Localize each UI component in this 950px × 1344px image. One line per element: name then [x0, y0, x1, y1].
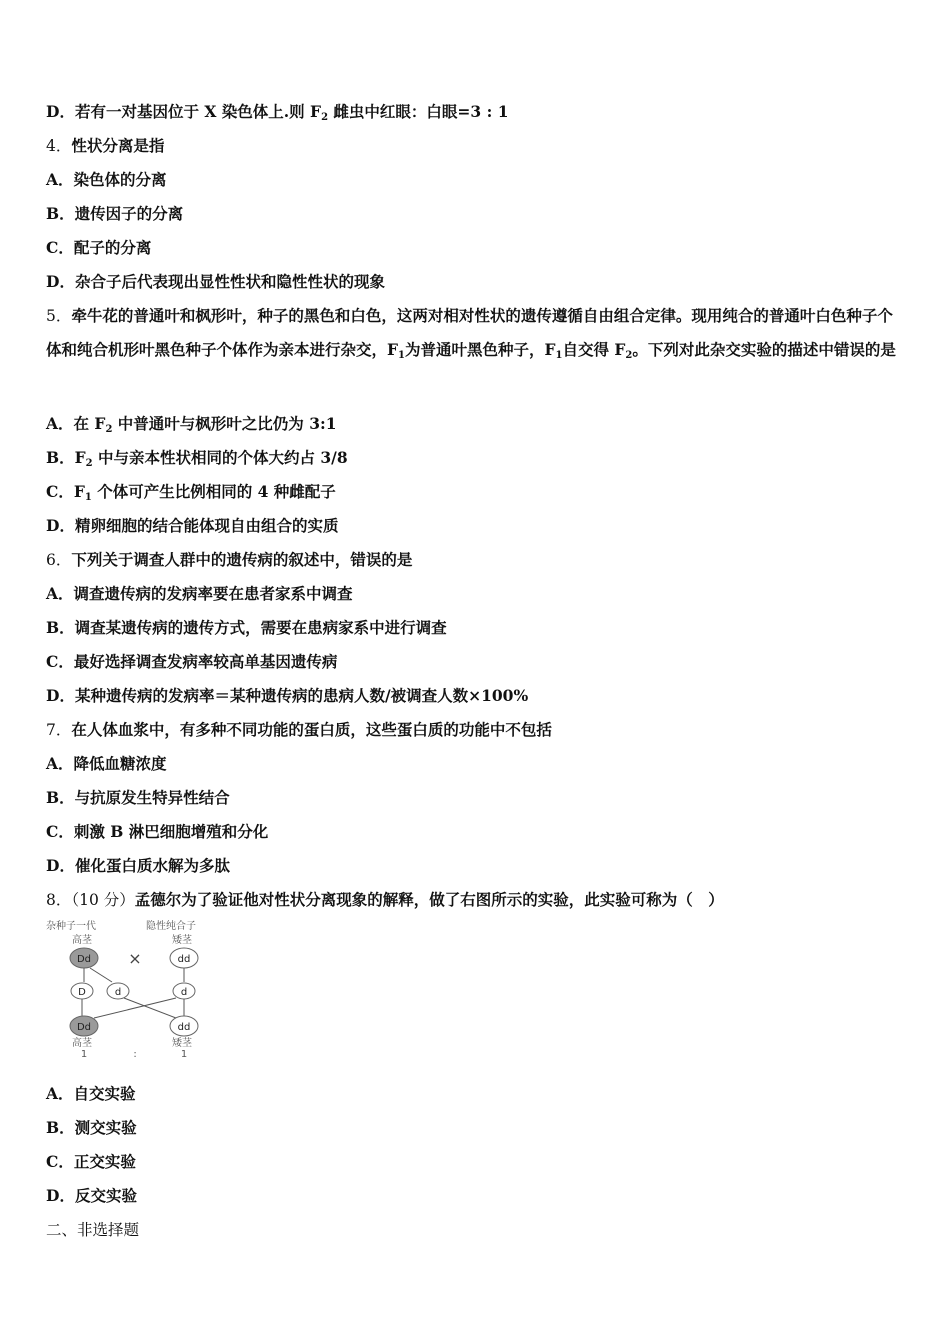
q7-option-b: B．与抗原发生特异性结合: [46, 788, 230, 807]
offspring1-genotype: Dd: [76, 1022, 92, 1033]
q7-number: 7．: [46, 721, 72, 739]
arrow-d1-offspring2: [124, 998, 176, 1018]
q3-option-d: D．若有一对基因位于 X 染色体上.则 $F_2$ 雌虫中红眼：白眼=3 : 1: [46, 102, 509, 123]
q4-option-b: B．遗传因子的分离: [46, 204, 184, 223]
testcross-diagram: [44, 918, 230, 1058]
q6-option-a: A．调查遗传病的发病率要在患者家系中调查: [46, 584, 353, 603]
q5-option-d: D．精卵细胞的结合能体现自由组合的实质: [46, 516, 339, 535]
q5-option-a: A．在 $F_2$ 中普通叶与枫形叶之比仍为 3:1: [46, 414, 337, 435]
q5-number: 5．: [46, 307, 72, 325]
q7-stem-text: 在人体血浆中，有多种不同功能的蛋白质，这些蛋白质的功能中不包括: [71, 720, 552, 739]
q5-stem: 5．牵牛花的普通叶和枫形叶，种子的黑色和白色，这两对相对性状的遗传遵循自由组合定律。现用纯合的普通叶白色种子个体和纯合机形叶黑色种子个体作为亲本进行杂交，$F_1$为普通叶黑色种子，$F_1$自交得 $F_2$。下列对此杂交实验的描述中错误的是: [46, 306, 896, 361]
cross-symbol: ×: [128, 949, 142, 968]
q8-option-d: D．反交实验: [46, 1186, 137, 1205]
q8-stem: [46, 890, 724, 910]
arrow-d2-offspring1: [94, 998, 176, 1018]
q4-option-a: A．染色体的分离: [46, 170, 167, 189]
q7-option-c: C．刺激 B 淋巴细胞增殖和分化: [46, 822, 269, 841]
parent-dwarf-label: 矮茎: [172, 935, 192, 946]
q5-option-b: B．$F_2$ 中与亲本性状相同的个体大约占 3/8: [46, 448, 348, 469]
q4-stem-text: 性状分离是指: [71, 136, 165, 155]
q4-option-c: C．配子的分离: [46, 238, 152, 257]
q7-stem: [46, 720, 552, 740]
q4-stem: [46, 136, 164, 156]
arrow-p1-d: [90, 968, 112, 982]
q4-number: 4．: [46, 137, 72, 155]
offspring-tall-label: 高茎: [72, 1038, 92, 1049]
q6-option-d: D．某种遗传病的发病率＝某种遗传病的患病人数/被调查人数×100%: [46, 686, 529, 705]
q8-option-b: B．测交实验: [46, 1118, 137, 1137]
parent1-genotype: Dd: [76, 954, 92, 965]
q8-stem-text: 孟德尔为了验证他对性状分离现象的解释，做了右图所示的实验，此实验可称为（ ）: [134, 890, 724, 909]
q6-number: 6．: [46, 551, 72, 569]
q6-option-c: C．最好选择调查发病率较高单基因遗传病: [46, 652, 338, 671]
q6-stem: [46, 550, 412, 570]
q5-option-c: C．$F_1$ 个体可产生比例相同的 4 种雌配子: [46, 482, 336, 503]
q8-option-c: C．正交实验: [46, 1152, 136, 1171]
q7-option-d: D．催化蛋白质水解为多肽: [46, 856, 230, 875]
gamete-d1: d: [114, 987, 122, 998]
section-heading: 二、非选择题: [46, 1221, 140, 1239]
recessive-label: 隐性纯合子: [146, 921, 196, 932]
q8-option-a: A．自交实验: [46, 1084, 136, 1103]
ratio-separator: :: [133, 1049, 137, 1058]
q6-option-b: B．调查某遗传病的遗传方式，需要在患病家系中进行调查: [46, 618, 447, 637]
offspring2-genotype: dd: [177, 1022, 191, 1033]
offspring-dwarf-label: 矮茎: [172, 1038, 192, 1049]
ratio-right: 1: [180, 1049, 188, 1058]
q7-option-a: A．降低血糖浓度: [46, 754, 167, 773]
gamete-d2: d: [180, 987, 188, 998]
q4-option-d: D．杂合子后代表现出显性性状和隐性性状的现象: [46, 272, 385, 291]
q6-stem-text: 下列关于调查人群中的遗传病的叙述中，错误的是: [71, 550, 413, 569]
gamete-D: D: [78, 987, 86, 998]
parent2-genotype: dd: [177, 954, 191, 965]
ratio-left: 1: [80, 1049, 88, 1058]
q8-number: 8．（10 分）: [46, 891, 135, 909]
parent-tall-label: 高茎: [72, 935, 92, 946]
hybrid-label: 杂种子一代: [46, 921, 96, 932]
